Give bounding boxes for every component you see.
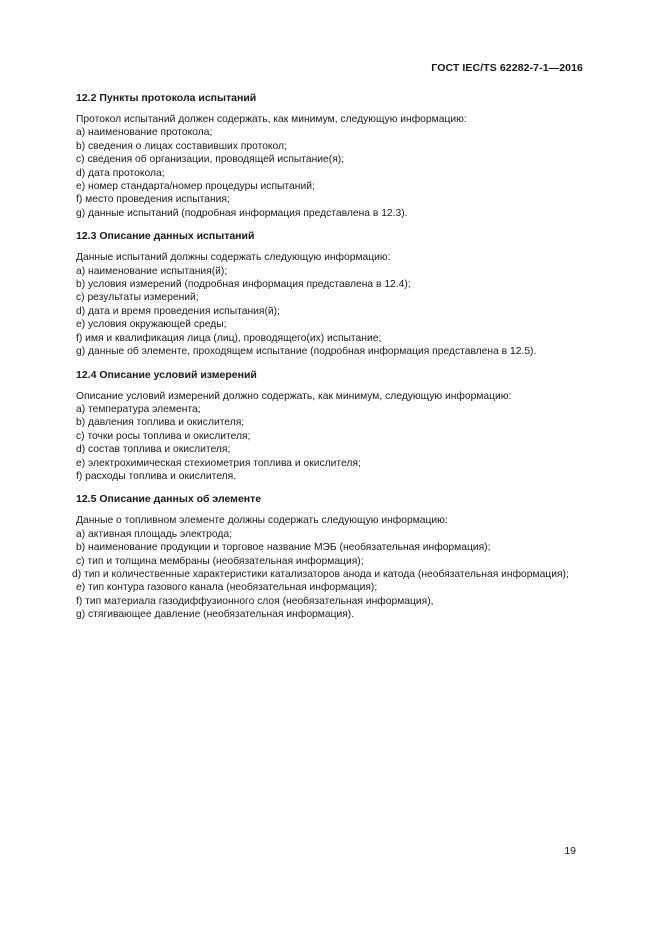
page-number: 19 <box>564 845 576 857</box>
list-item: e) условия окружающей среды; <box>76 319 227 331</box>
list-item: a) наименование испытания(й); <box>76 265 228 277</box>
page-content <box>62 92 578 632</box>
list-item: c) сведения об организации, проводящей испытание(я); <box>76 154 345 166</box>
list-item: c) результаты измерений; <box>76 292 199 304</box>
section-12-5 <box>62 493 578 621</box>
section-intro: Протокол испытаний должен содержать, как минимум, следующую информацию: <box>76 114 467 125</box>
section-title: 12.2 Пункты протокола испытаний <box>76 92 257 104</box>
section-12-2 <box>62 92 578 220</box>
section-12-3 <box>62 230 578 358</box>
list-item: g) данные испытаний (подробная информация представлена в 12.3). <box>76 207 408 219</box>
list-item: c) точки росы топлива и окислителя; <box>76 430 251 442</box>
list-item: g) стягивающее давление (необязательная информация). <box>76 609 355 621</box>
section-intro: Данные о топливном элементе должны содержать следующую информацию: <box>76 515 448 527</box>
list-item: g) данные об элементе, проходящем испытание (подробная информация представлена в 12.5). <box>76 346 537 358</box>
section-title: 12.4 Описание условий измерений <box>76 368 257 381</box>
list-item: b) наименование продукции и торговое название МЭБ (необязательная информация); <box>76 542 491 554</box>
list-item: a) активная площадь электрода; <box>76 528 232 540</box>
list-item: d) состав топлива и окислителя; <box>76 444 231 456</box>
list-item: a) температура элемента; <box>76 403 201 415</box>
list-item: e) электрохимическая стехиометрия топлива и окислителя; <box>76 457 361 469</box>
list-item: f) расходы топлива и окислителя. <box>76 470 237 482</box>
list-item: d) дата протокола; <box>76 167 165 179</box>
list-item: a) наименование протокола; <box>76 127 213 139</box>
list-item: e) тип контура газового канала (необязательная информация); <box>76 582 378 594</box>
section-intro: Данные испытаний должны содержать следующую информацию: <box>76 252 391 264</box>
list-item: d) дата и время проведения испытания(й); <box>76 305 280 317</box>
list-item: e) номер стандарта/номер процедуры испытаний; <box>76 181 315 193</box>
list-item: c) тип и толщина мембраны (необязательная информация); <box>76 555 364 567</box>
list-item: b) давления топлива и окислителя; <box>76 417 245 429</box>
section-12-4 <box>62 369 578 484</box>
section-title: 12.3 Описание данных испытаний <box>76 230 255 243</box>
section-intro: Описание условий измерений должно содержать, как минимум, следующую информацию: <box>76 390 512 402</box>
list-item: f) место проведения испытания; <box>76 194 230 206</box>
list-item: f) тип материала газодиффузионного слоя (необязательная информация), <box>76 595 434 607</box>
list-item: b) сведения о лицах составивших протокол; <box>76 140 287 152</box>
section-title: 12.5 Описание данных об элементе <box>76 493 262 506</box>
standard-header: ГОСТ IEC/TS 62282-7-1—2016 <box>431 62 583 74</box>
list-item: f) имя и квалификация лица (лиц), проводящего(их) испытание; <box>76 332 382 344</box>
list-item: d) тип и количественные характеристики катализаторов анода и катода (необязательная информация); <box>72 568 569 580</box>
list-item: b) условия измерений (подробная информация представлена в 12.4); <box>76 279 411 291</box>
